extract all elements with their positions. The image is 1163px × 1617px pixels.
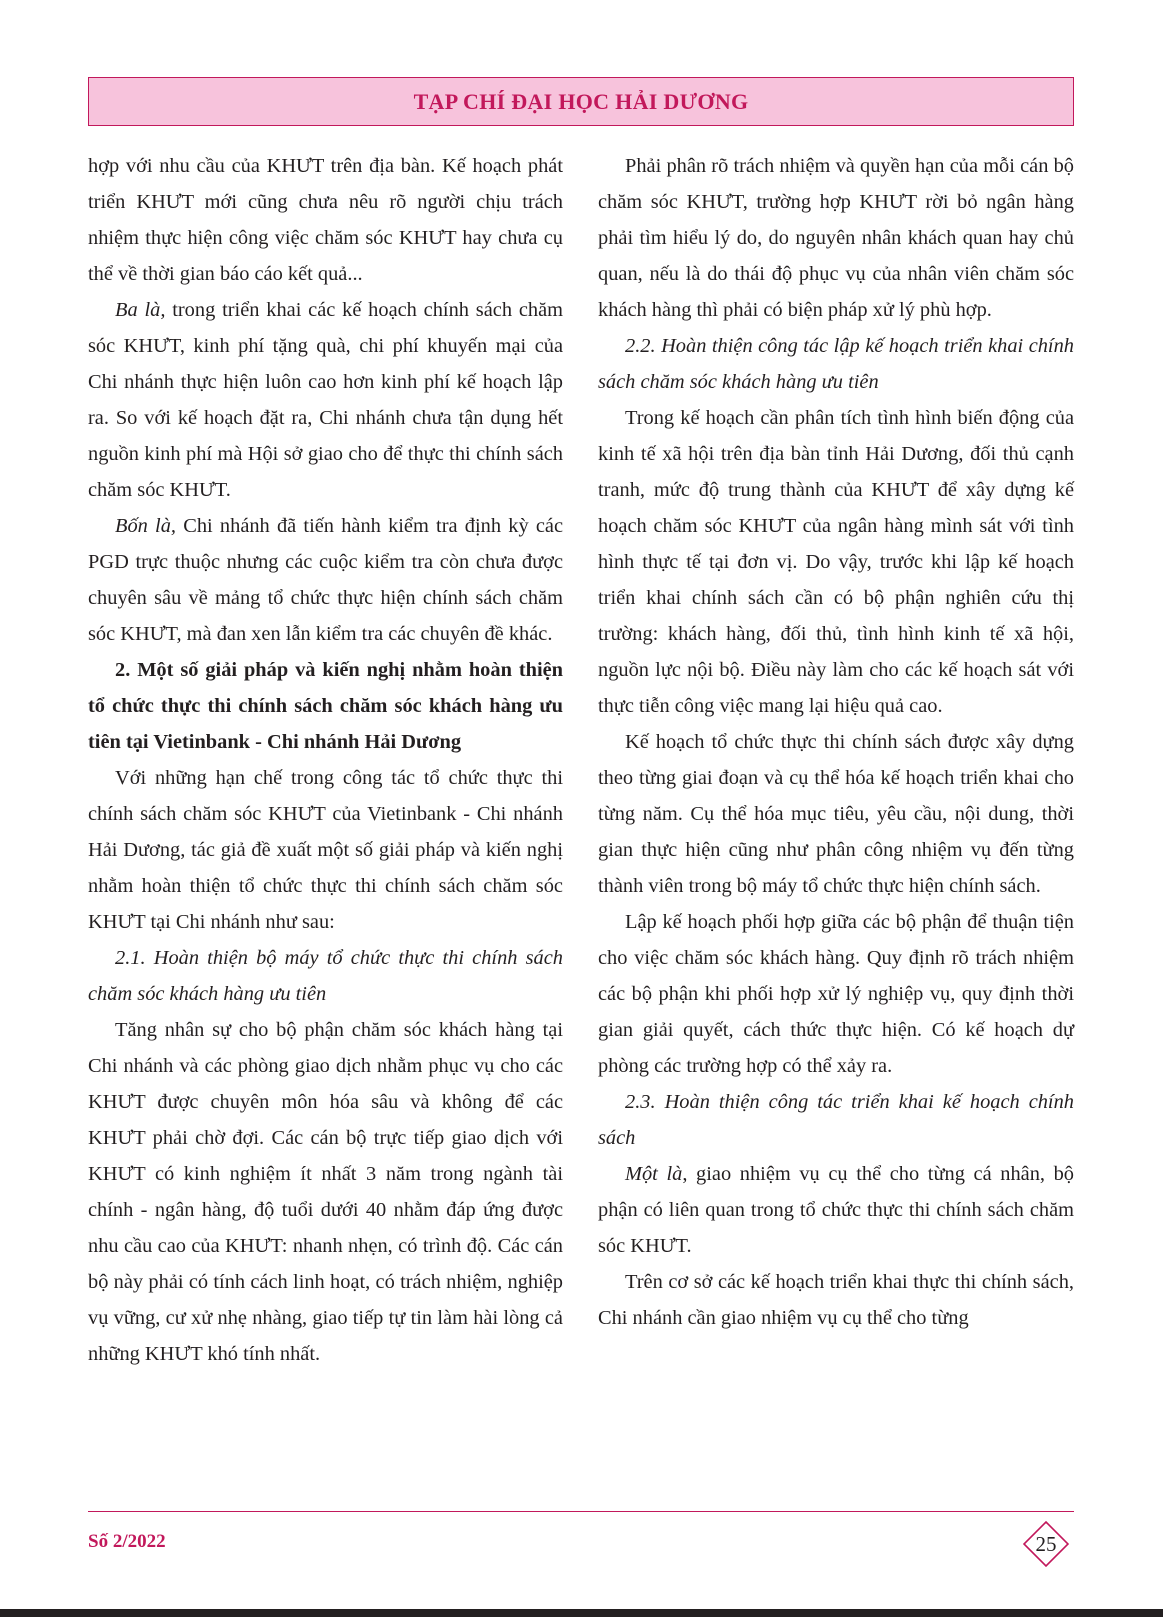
journal-title: TẠP CHÍ ĐẠI HỌC HẢI DƯƠNG: [413, 88, 749, 114]
paragraph-lead: Bốn là,: [115, 515, 177, 537]
paragraph: [88, 760, 563, 940]
paragraph: [88, 1012, 563, 1372]
paragraph-text: trong triển khai các kế hoạch chính sách chăm sóc KHƯT, kinh phí tặng quà, chi phí khuyến mại của Chi nhánh thực hiện luôn cao hơn kinh phí kế hoạch lập ra. So với kế hoạch đặt ra, Chi nhánh chưa tận dụng hết nguồn kinh phí mà Hội sở giao cho để thực thi chính sách chăm sóc KHƯT.: [88, 299, 563, 501]
paragraph-text: Chi nhánh đã tiến hành kiểm tra định kỳ các PGD trực thuộc nhưng các cuộc kiểm tra còn chưa được chuyên sâu về mảng tổ chức thực hiện chính sách chăm sóc KHƯT, mà đan xen lẫn kiểm tra các chuyên đề khác.: [88, 515, 564, 645]
page-number: 25: [1035, 1531, 1057, 1556]
paragraph-text: , giao nhiệm vụ cụ thể cho từng cá nhân, bộ phận có liên quan trong tổ chức thực thi chính sách chăm sóc KHƯT.: [598, 1163, 1074, 1257]
paragraph: [598, 1156, 1074, 1264]
paragraph-text: Lập kế hoạch phối hợp giữa các bộ phận để thuận tiện cho việc chăm sóc khách hàng. Quy định rõ trách nhiệm các bộ phận khi phối hợp xử lý nghiệp vụ, quy định thời gian giải quyết, cách thức thực hiện. Có kế hoạch dự phòng các trường hợp có thể xảy ra.: [598, 911, 1074, 1077]
paragraph-text: Trên cơ sở các kế hoạch triển khai thực thi chính sách, Chi nhánh cần giao nhiệm vụ cụ thể cho từng: [598, 1271, 1074, 1329]
paragraph: [598, 904, 1074, 1084]
subsection-heading: 2.2. Hoàn thiện công tác lập kế hoạch triển khai chính sách chăm sóc khách hàng ưu tiên: [598, 335, 1074, 393]
paragraph: [598, 1264, 1074, 1336]
paragraph-text: Kế hoạch tổ chức thực thi chính sách được xây dựng theo từng giai đoạn và cụ thể hóa kế hoạch triển khai cho từng năm. Cụ thể hóa mục tiêu, yêu cầu, nội dung, thời gian thực hiện cũng như phân công nhiệm vụ đến từng thành viên trong bộ máy tổ chức thực hiện chính sách.: [598, 731, 1074, 897]
paragraph: [88, 148, 563, 292]
paragraph: [88, 292, 563, 508]
paragraph-text: Trong kế hoạch cần phân tích tình hình biến động của kinh tế xã hội trên địa bàn tỉnh Hải Dương, đối thủ cạnh tranh, mức độ trung thành của KHƯT để xây dựng kế hoạch chăm sóc KHƯT của ngân hàng mình sát với tình hình thực tế tại đơn vị. Do vậy, trước khi lập kế hoạch triển khai chính sách cần có bộ phận nghiên cứu thị trường: khách hàng, đối thủ, tình hình kinh tế xã hội, nguồn lực nội bộ. Điều này làm cho các kế hoạch sát với thực tiễn công việc mang lại hiệu quả cao.: [598, 407, 1074, 717]
paragraph-text: Với những hạn chế trong công tác tổ chức thực thi chính sách chăm sóc KHƯT của Vietinbank - Chi nhánh Hải Dương, tác giả đề xuất một số giải pháp và kiến nghị nhằm hoàn thiện tổ chức thực thi chính sách chăm sóc KHƯT tại Chi nhánh như sau:: [88, 767, 563, 933]
bottom-bar: [0, 1609, 1163, 1617]
paragraph: [598, 400, 1074, 724]
issue-number: Số 2/2022: [88, 1531, 166, 1552]
paragraph: [598, 148, 1074, 328]
paragraph-lead: Ba là,: [115, 299, 166, 321]
section-heading: 2. Một số giải pháp và kiến nghị nhằm hoàn thiện tổ chức thực thi chính sách chăm sóc khách hàng ưu tiên tại Vietinbank - Chi nhánh Hải Dương: [88, 659, 563, 753]
paragraph-text: Phải phân rõ trách nhiệm và quyền hạn của mỗi cán bộ chăm sóc KHƯT, trường hợp KHƯT rời bỏ ngân hàng phải tìm hiểu lý do, do nguyên nhân khách quan hay chủ quan, nếu là do thái độ phục vụ của nhân viên chăm sóc khách hàng thì phải có biện pháp xử lý phù hợp.: [598, 155, 1074, 321]
paragraph-text: Tăng nhân sự cho bộ phận chăm sóc khách hàng tại Chi nhánh và các phòng giao dịch nhằm phục vụ cho các KHƯT được chuyên môn hóa sâu và không để các KHƯT phải chờ đợi. Các cán bộ trực tiếp giao dịch với KHƯT có kinh nghiệm ít nhất 3 năm trong ngành tài chính - ngân hàng, độ tuổi dưới 40 nhằm đáp ứng được nhu cầu cao của KHƯT: nhanh nhẹn, có trình độ. Các cán bộ này phải có tính cách linh hoạt, có trách nhiệm, nghiệp vụ vững, cư xử nhẹ nhàng, giao tiếp tự tin làm hài lòng cả những KHƯT khó tính nhất.: [88, 1019, 563, 1365]
subsection-heading: 2.1. Hoàn thiện bộ máy tổ chức thực thi chính sách chăm sóc khách hàng ưu tiên: [88, 947, 563, 1005]
left-column: [88, 148, 563, 1372]
paragraph: [598, 724, 1074, 904]
subsection-heading: 2.3. Hoàn thiện công tác triển khai kế hoạch chính sách: [598, 1091, 1074, 1149]
right-column: [598, 148, 1074, 1336]
paragraph-text: hợp với nhu cầu của KHƯT trên địa bàn. Kế hoạch phát triển KHƯT mới cũng chưa nêu rõ người chịu trách nhiệm thực hiện công việc chăm sóc KHƯT hay chưa cụ thể về thời gian báo cáo kết quả...: [88, 155, 563, 285]
paragraph: [88, 508, 563, 652]
page-number-badge: [1023, 1521, 1069, 1567]
paragraph-lead: Một là: [625, 1163, 683, 1185]
footer-divider: [88, 1511, 1074, 1512]
journal-header: [88, 77, 1074, 126]
